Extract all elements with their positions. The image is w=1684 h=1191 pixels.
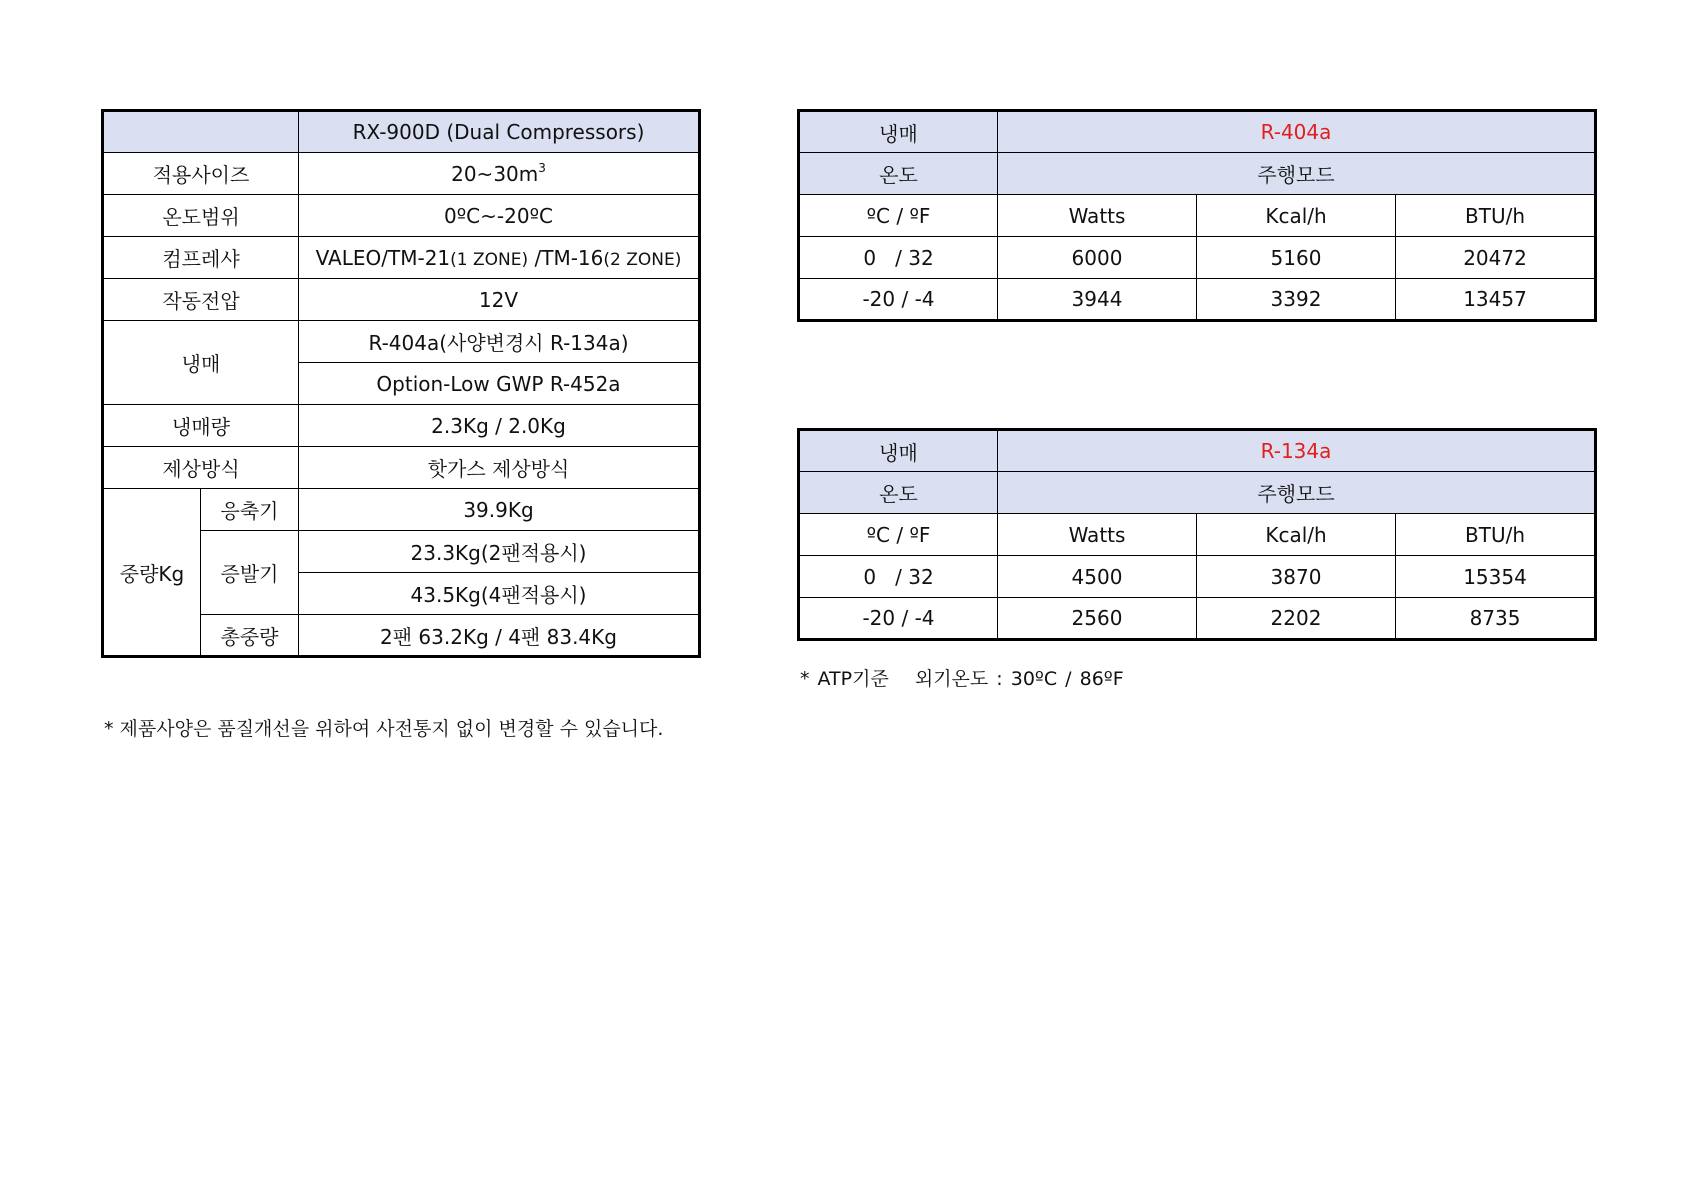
- total-weight-label: 총중량: [201, 615, 299, 657]
- table-row: [103, 237, 700, 279]
- table-cell: 8735: [1396, 598, 1596, 640]
- table-cell: 2202: [1197, 598, 1396, 640]
- voltage-label: 작동전압: [103, 279, 299, 321]
- refrigerant-label: 냉매: [103, 321, 299, 405]
- table-cell: 6000: [998, 237, 1197, 279]
- table-row: [799, 279, 1596, 321]
- spec-table: [101, 109, 701, 658]
- refrigerant-label: 냉매: [799, 111, 998, 153]
- refrigerant-value: R-404a: [998, 111, 1596, 153]
- refrigerant-label: 냉매: [799, 430, 998, 472]
- evaporator-value-4fan: 43.5Kg(4팬적용시): [299, 573, 700, 615]
- table-cell: 0 / 32: [799, 237, 998, 279]
- atp-footnote: [800, 664, 1124, 691]
- table-cell: 3944: [998, 279, 1197, 321]
- table-cell: 3392: [1197, 279, 1396, 321]
- refrigerant-value: R-134a: [998, 430, 1596, 472]
- column-header-btu: BTU/h: [1396, 195, 1596, 237]
- table-cell: 4500: [998, 556, 1197, 598]
- table-row: [103, 111, 700, 153]
- temp-range-value: 0ºC~-20ºC: [299, 195, 700, 237]
- defrost-value: 핫가스 제상방식: [299, 447, 700, 489]
- column-header-watts: Watts: [998, 195, 1197, 237]
- table-cell: 5160: [1197, 237, 1396, 279]
- refrigerant-value: R-404a(사양변경시 R-134a): [299, 321, 700, 363]
- table-cell: 3870: [1197, 556, 1396, 598]
- r404a-capacity-table: [797, 109, 1597, 322]
- total-weight-value: 2팬 63.2Kg / 4팬 83.4Kg: [299, 615, 700, 657]
- temperature-label: 온도: [799, 472, 998, 514]
- table-cell: -20 / -4: [799, 598, 998, 640]
- table-cell: 15354: [1396, 556, 1596, 598]
- evaporator-label: 증발기: [201, 531, 299, 615]
- ambient-temp-text: 외기온도 : 30ºC / 86ºF: [914, 668, 1124, 690]
- table-row: [799, 153, 1596, 195]
- table-row: [799, 556, 1596, 598]
- table-row: [799, 430, 1596, 472]
- driving-mode-label: 주행모드: [998, 472, 1596, 514]
- table-row: [799, 111, 1596, 153]
- column-header-kcal: Kcal/h: [1197, 514, 1396, 556]
- table-row: [103, 405, 700, 447]
- table-row: [103, 279, 700, 321]
- refrigerant-amount-label: 냉매량: [103, 405, 299, 447]
- temperature-label: 온도: [799, 153, 998, 195]
- column-header-watts: Watts: [998, 514, 1197, 556]
- table-row: [799, 237, 1596, 279]
- table-row: [103, 153, 700, 195]
- condenser-value: 39.9Kg: [299, 489, 700, 531]
- temp-range-label: 온도범위: [103, 195, 299, 237]
- table-row: [799, 472, 1596, 514]
- table-row: [103, 321, 700, 363]
- condenser-label: 응축기: [201, 489, 299, 531]
- weight-label: 중량Kg: [103, 489, 201, 657]
- evaporator-value-2fan: 23.3Kg(2팬적용시): [299, 531, 700, 573]
- table-cell: 0 / 32: [799, 556, 998, 598]
- table-row: [103, 195, 700, 237]
- table-cell: -20 / -4: [799, 279, 998, 321]
- compressor-label: 컴프레샤: [103, 237, 299, 279]
- r134a-capacity-table: [797, 428, 1597, 641]
- table-cell: 20472: [1396, 237, 1596, 279]
- model-name: RX-900D (Dual Compressors): [299, 111, 700, 153]
- defrost-label: 제상방식: [103, 447, 299, 489]
- compressor-value: VALEO/TM-21(1 ZONE) /TM-16(2 ZONE): [299, 237, 700, 279]
- column-header-unit: ºC / ºF: [799, 514, 998, 556]
- refrigerant-amount-value: 2.3Kg / 2.0Kg: [299, 405, 700, 447]
- table-row: [799, 195, 1596, 237]
- table-row: [103, 489, 700, 531]
- refrigerant-option: Option-Low GWP R-452a: [299, 363, 700, 405]
- atp-standard-text: * ATP기준: [800, 668, 889, 690]
- spec-footnote: * 제품사양은 품질개선을 위하여 사전통지 없이 변경할 수 있습니다.: [104, 718, 664, 740]
- table-cell: 13457: [1396, 279, 1596, 321]
- table-row: [103, 447, 700, 489]
- driving-mode-label: 주행모드: [998, 153, 1596, 195]
- column-header-btu: BTU/h: [1396, 514, 1596, 556]
- size-label: 적용사이즈: [103, 153, 299, 195]
- column-header-kcal: Kcal/h: [1197, 195, 1396, 237]
- table-row: [799, 598, 1596, 640]
- table-row: [799, 514, 1596, 556]
- header-empty-cell: [103, 111, 299, 153]
- voltage-value: 12V: [299, 279, 700, 321]
- table-cell: 2560: [998, 598, 1197, 640]
- column-header-unit: ºC / ºF: [799, 195, 998, 237]
- size-value: $20\sim 30m^3$: [299, 153, 700, 195]
